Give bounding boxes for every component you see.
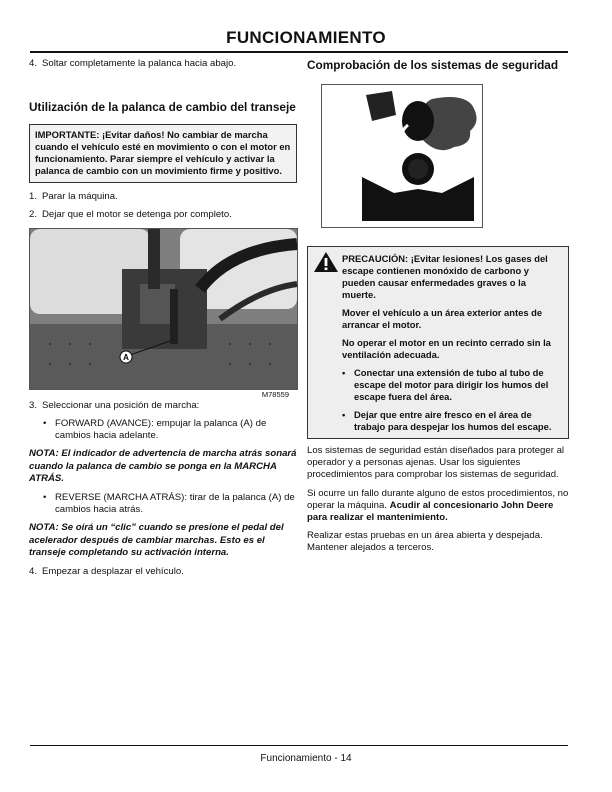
shift-lever-illustration [30, 229, 297, 389]
note-reverse-alarm: NOTA: El indicador de advertencia de marcha atrás sonará cuando la palanca de cambio se ponga en la MARCHA ATRÁS. [29, 448, 297, 484]
caution-title: PRECAUCIÓN: ¡Evitar lesiones! Los gases del escape contienen monóxido de carbono y pueden causar enfermedades graves o la muerte. [342, 253, 548, 300]
bullet-dot: • [342, 367, 346, 378]
caution-bullet-tube [342, 367, 562, 403]
left-column [29, 58, 297, 584]
bullet-reverse [43, 492, 297, 516]
warning-triangle-icon [313, 251, 339, 273]
bullet-dot: • [342, 409, 346, 420]
bullet-text: FORWARD (AVANCE): empujar la palanca (A) de cambios hacia adelante. [55, 418, 267, 442]
important-box [29, 124, 297, 183]
caution-bullet-fresh-air [342, 409, 562, 433]
caution-move-outdoors: Mover el vehículo a un área exterior antes de arrancar el motor. [342, 307, 543, 330]
bullet-dot: • [43, 492, 47, 504]
section-title-transaxle: Utilización de la palanca de cambio del transeje [29, 100, 296, 115]
important-text: IMPORTANTE: ¡Evitar daños! No cambiar de marcha cuando el vehículo esté en movimiento o con el motor en funcionamiento. Parar siempre el vehículo y activar la palanca de cambio con un movimiento firme y positivo. [35, 129, 291, 177]
step-number: 3. [29, 399, 38, 411]
header-rule [30, 51, 568, 53]
step-text: Empezar a desplazar el vehículo. [42, 566, 184, 578]
open-area-paragraph: Realizar estas pruebas en un área abierta y despejada. Mantener alejados a terceros. [307, 530, 543, 554]
step-release-lever [29, 58, 297, 70]
step-number: 2. [29, 209, 38, 221]
caution-ventilation: No operar el motor en un recinto cerrado sin la ventilación adecuada. [342, 337, 551, 360]
failure-text: Si ocurre un fallo durante alguno de estos procedimientos, no operar la máquina. [307, 487, 569, 511]
step-start-driving [29, 566, 297, 578]
carbon-monoxide-icon [322, 85, 482, 227]
bullet-forward [43, 418, 297, 442]
failure-paragraph [307, 488, 569, 525]
step-number: 4. [29, 566, 38, 578]
bullet-text: REVERSE (MARCHA ATRÁS): tirar de la palanca (A) de cambios hacia atrás. [55, 492, 295, 516]
shift-lever-photo [29, 228, 298, 400]
step-stop-machine [29, 191, 297, 203]
right-column [307, 58, 569, 555]
note-click-sound: NOTA: Se oirá un “clic” cuando se presione el pedal del acelerador después de cambiar marchas. Esto es el transeje completando su activación interna. [29, 522, 284, 558]
step-text: Dejar que el motor se detenga por completo. [42, 209, 232, 221]
page-footer: Funcionamiento - 14 [260, 753, 352, 764]
step-text: Parar la máquina. [42, 191, 118, 203]
section-title-safety: Comprobación de los sistemas de seguridad [307, 58, 559, 72]
step-stop-engine [29, 209, 297, 221]
step-number: 1. [29, 191, 38, 203]
caution-box [307, 246, 569, 439]
bullet-dot: • [43, 418, 47, 430]
safety-systems-paragraph: Los sistemas de seguridad están diseñados para proteger al operador y a personas ajenas. Usar los siguientes procedimientos para comprobar los sistemas de seguridad. [307, 445, 565, 481]
dealer-text: Acudir al concesionario John Deere para realizar el mantenimiento. [307, 499, 554, 524]
bullet-text: Conectar una extensión de tubo al tubo de escape del motor para dirigir los humos del escape fuera del área. [354, 367, 549, 402]
page-title: FUNCIONAMIENTO [226, 28, 386, 47]
step-text: Soltar completamente la palanca hacia abajo. [42, 58, 237, 69]
bullet-text: Dejar que entre aire fresco en el área de trabajo para despejar los humos del escape. [354, 409, 552, 432]
exhaust-hazard-pictogram [321, 84, 483, 228]
step-text: Seleccionar una posición de marcha: [42, 399, 200, 411]
step-select-gear [29, 400, 297, 412]
photo-id: M78559 [261, 390, 289, 400]
footer-rule [30, 745, 568, 746]
step-number: 4. [29, 58, 38, 69]
callout-a: A [123, 352, 129, 362]
